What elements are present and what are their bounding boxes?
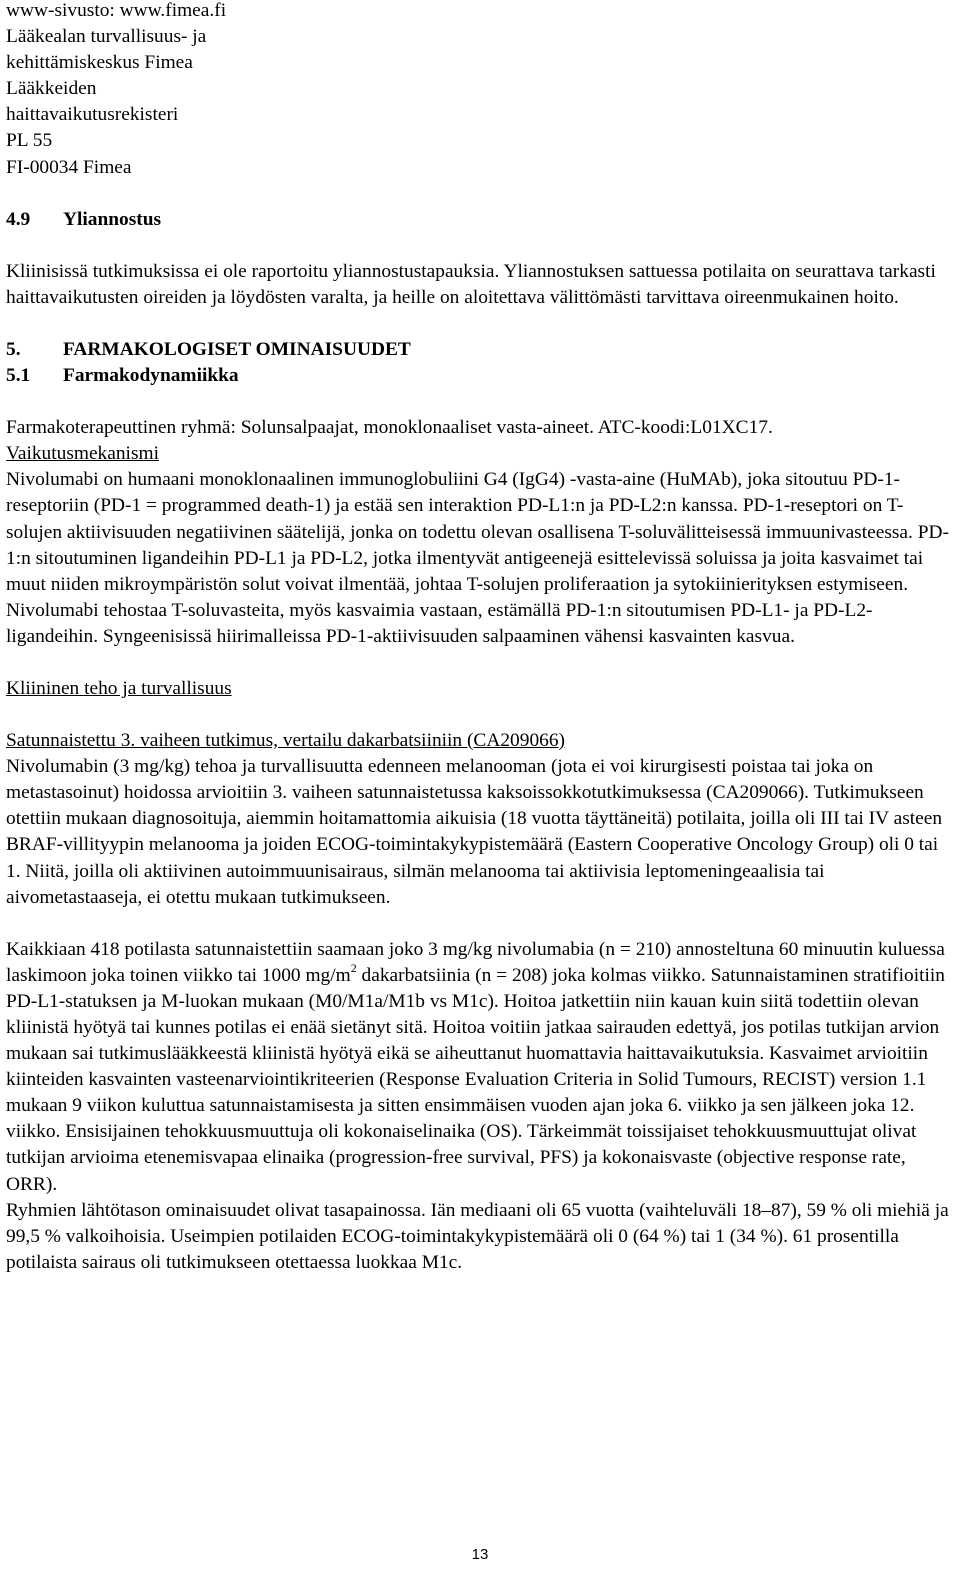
document-page [6, 0, 951, 1276]
address-block [6, 0, 951, 181]
paragraph-text: Kaikkiaan 418 potilasta satunnaistettiin saamaan joko 3 mg/kg nivolumabia (n = 210) annosteltuna 60 minuutin kuluessa laskimoon joka toinen viikko tai 1000 mg/m [6, 938, 945, 986]
section-number: 5.1 [6, 365, 31, 387]
section-title: Farmakodynamiikka [63, 365, 239, 387]
address-line: Lääkealan turvallisuus- ja [6, 26, 207, 48]
paragraph-text: dakarbatsiinia (n = 208) joka kolmas viikko. Satunnaistaminen stratifioitiin PD-L1-statuksen ja M-luokan mukaan (M0/M1a/M1b vs M1c). Hoitoa jatkettiin niin kauan kuin siitä todettiin olevan kliinistä hyötyä tai kunnes potilas ei enää sietänyt sitä. Hoitoa voitiin jatkaa sairauden edettyä, jos potilas tutkijan arvion mukaan sai tutkimuslääkkeestä kliinistä hyötyä eikä se aiheuttanut huomattavia haittavaikutuksia. Kasvaimet arvioitiin kiinteiden kasvainten vasteenarviointikriteerien (Response Evaluation Criteria in Solid Tumours, RECIST) version 1.1 mukaan 9 viikon kuluttua satunnaistamisesta ja sitten ensimmäisen vuoden ajan joka 6. viikko ja sen jälkeen joka 12. viikko. Ensisijainen tehokkuusmuuttuja oli kokonaiselinaika (OS). Tärkeimmät toissijaiset tehokkuusmuuttujat olivat tutkijan arvioima etenemisvapaa elinaika (progression-free survival, PFS) ja kokonaisvaste (objective response rate, ORR). [6, 964, 945, 1195]
section-number: 4.9 [6, 208, 31, 230]
study-paragraph-1: Nivolumabin (3 mg/kg) tehoa ja turvallisuutta edenneen melanooman (jota ei voi kirurgisesti poistaa tai joka on metastasoinut) hoidossa arvioitiin 3. vaiheen satunnaistetussa kaksoissokkotutkimuksessa (CA209066). Tutkimukseen otettiin mukaan diagnosoituja, aiemmin hoitamattomia aikuisia (18 vuotta täyttäneitä) potilaita, joilla oli III tai IV asteen BRAF-villityypin melanooma ja joiden ECOG-toimintakykypistemäärä (Eastern Cooperative Oncology Group) oli 0 tai 1. Niitä, joilla oli aktiivinen autoimmuunisairaus, silmän melanooma tai aktiivisia leptomeningeaalisia tai aivometastaaseja, ei otettu mukaan tutkimukseen. [6, 756, 943, 908]
superscript: 2 [350, 960, 357, 975]
section-title: FARMAKOLOGISET OMINAISUUDET [63, 338, 411, 360]
address-line: haittavaikutusrekisteri [6, 104, 179, 126]
address-line: Lääkkeiden [6, 78, 97, 100]
pharmacotherapeutic-group-text: Farmakoterapeuttinen ryhmä: Solunsalpaajat, monoklonaaliset vasta-aineet. ATC-koodi:L01XC17. [6, 417, 773, 439]
address-line: www-sivusto: www.fimea.fi [6, 0, 227, 21]
address-line: kehittämiskeskus Fimea [6, 52, 193, 74]
study-paragraph-2 [6, 937, 951, 1198]
study-paragraph-3: Ryhmien lähtötason ominaisuudet olivat tasapainossa. Iän mediaani oli 65 vuotta (vaihteluväli 18–87), 59 % oli miehiä ja 99,5 % valkoihoisia. Useimpien potilaiden ECOG-toimintakykypistemäärä oli 0 (64 %) tai 1 (34 %). 61 prosentilla potilaista sairaus oli tutkimukseen otettaessa luokkaa M1c. [6, 1199, 949, 1273]
section-title: Yliannostus [63, 208, 162, 230]
section-number: 5. [6, 338, 21, 360]
address-line: FI-00034 Fimea [6, 156, 132, 178]
page-number: 13 [471, 1546, 489, 1563]
address-line: PL 55 [6, 130, 53, 152]
mechanism-heading: Vaikutusmekanismi [6, 443, 159, 465]
study-heading: Satunnaistettu 3. vaiheen tutkimus, vertailu dakarbatsiiniin (CA209066) [6, 730, 565, 752]
mechanism-text: Nivolumabi on humaani monoklonaalinen immunoglobuliini G4 (IgG4) -vasta-aine (HuMAb), joka sitoutuu PD-1-reseptoriin (PD-1 = programmed death-1) ja estää sen interaktion PD-L1:n ja PD-L2:n kanssa. PD-1-reseptori on T-solujen aktiivisuuden negatiivinen säätelijä, jonka on todettu olevan osallisena T-soluvälitteisessä immuunivasteessa. PD-1:n sitoutuminen ligandeihin PD-L1 ja PD-L2, jotka ilmentyvät antigeenejä esittelevissä soluissa ja joita kasvaimet tai muut niiden mikroympäristön solut voivat ilmentää, johtaa T-solujen proliferaation ja sytokiinierityksen estymiseen. Nivolumabi tehostaa T-soluvasteita, myös kasvaimia vastaan, estämällä PD-1:n sitoutumisen PD-L1- ja PD-L2-ligandeihin. Syngeenisissä hiirimalleissa PD-1-aktiivisuuden salpaaminen vähensi kasvainten kasvua. [6, 469, 949, 647]
section-heading-5 [6, 337, 951, 363]
clinical-heading: Kliininen teho ja turvallisuus [6, 677, 232, 699]
section-heading-4-9 [6, 207, 951, 233]
section-heading-5-1 [6, 363, 951, 389]
overdose-text: Kliinisissä tutkimuksissa ei ole raportoitu yliannostustapauksia. Yliannostuksen sattuessa potilaita on seurattava tarkasti haittavaikutusten oireiden ja löydösten varalta, ja heille on aloitettava välittömästi tarvittava oireenmukainen hoito. [6, 260, 936, 308]
